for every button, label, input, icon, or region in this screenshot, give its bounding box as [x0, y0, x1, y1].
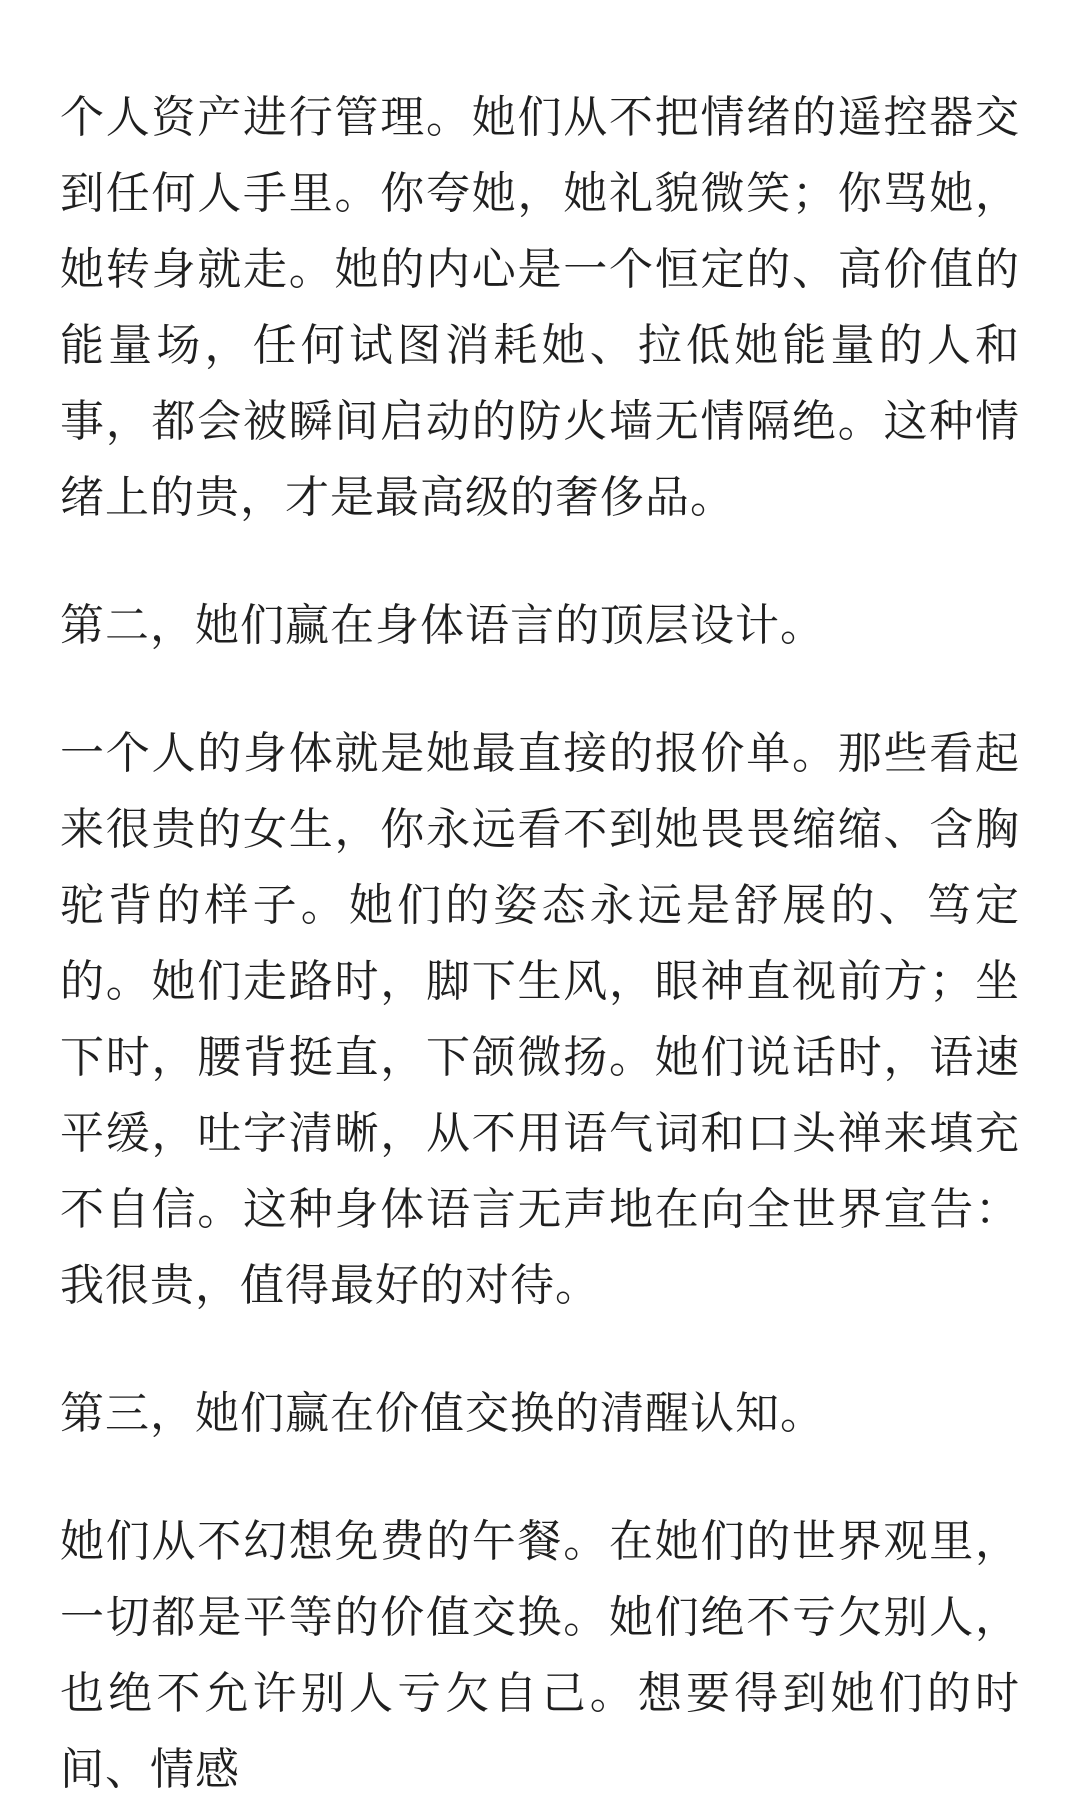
section-heading-body-language: 第二，她们赢在身体语言的顶层设计。: [60, 600, 825, 651]
paragraph-emotional-value: 个人资产进行管理。她们从不把情绪的遥控器交到任何人手里。你夸她，她礼貌微笑；你骂她，她转身就走。她的内心是一个恒定的、高价值的能量场，任何试图消耗她、拉低她能量的人和事，都会被瞬间启动的防火墙无情隔绝。这种情绪上的贵，才是最高级的奢侈品。: [60, 92, 1020, 523]
section-heading-value-exchange: 第三，她们赢在价值交换的清醒认知。: [60, 1388, 825, 1439]
paragraph-body-language: 一个人的身体就是她最直接的报价单。那些看起来很贵的女生，你永远看不到她畏畏缩缩、含胸驼背的样子。她们的姿态永远是舒展的、笃定的。她们走路时，脚下生风，眼神直视前方；坐下时，腰背挺直，下颌微扬。她们说话时，语速平缓，吐字清晰，从不用语气词和口头禅来填充不自信。这种身体语言无声地在向全世界宣告：我很贵，值得最好的对待。: [60, 728, 1020, 1311]
article-body: [60, 80, 1020, 1808]
paragraph-value-exchange: 她们从不幻想免费的午餐。在她们的世界观里，一切都是平等的价值交换。她们绝不亏欠别人，也绝不允许别人亏欠自己。想要得到她们的时间、情感: [60, 1516, 1020, 1795]
